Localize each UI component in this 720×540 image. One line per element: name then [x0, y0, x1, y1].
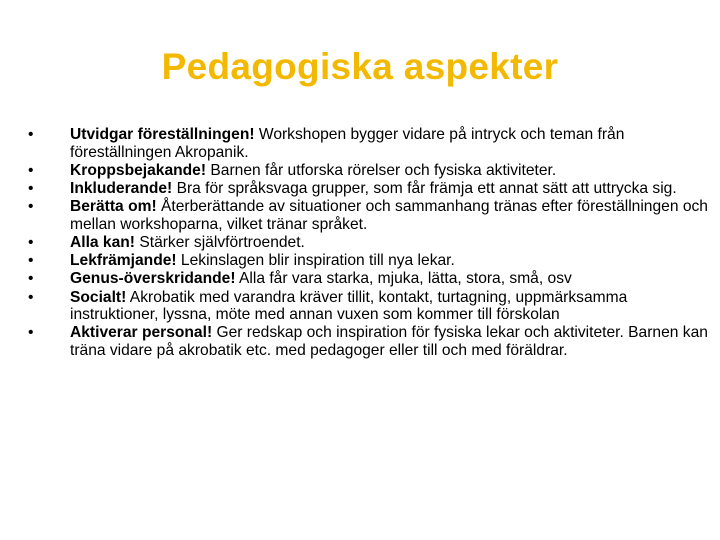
list-item [28, 252, 708, 270]
item-lead: Utvidgar föreställningen! [70, 126, 255, 143]
bullet-icon: • [28, 126, 34, 143]
item-text: Akrobatik med varandra kräver tillit, kontakt, turtagning, uppmärksamma instruktioner, lyssna, möte med annan vuxen som kommer till förskolan [70, 288, 628, 324]
item-lead: Berätta om! [70, 198, 157, 216]
list-item [28, 324, 708, 359]
item-text: Bra för språksvaga grupper, som får främja ett annat sätt att uttrycka sig. [172, 179, 677, 197]
bullet-icon: • [28, 161, 34, 179]
item-lead: Inkluderande! [70, 179, 173, 197]
item-text: Alla får vara starka, mjuka, lätta, stora, små, osv [235, 270, 572, 288]
item-lead: Aktiverar personal! [70, 324, 213, 342]
bullet-icon: • [28, 288, 34, 306]
list-item [28, 270, 708, 288]
item-text: Stärker självförtroendet. [135, 233, 305, 251]
bullet-icon: • [28, 270, 34, 288]
list-item [28, 289, 708, 324]
item-text: Ger redskap och inspiration för fysiska lekar och aktiviteter. Barnen kan träna vidare på akrobatik etc. med pedagoger eller till och med föräldrar. [70, 324, 708, 359]
bullet-icon: • [28, 252, 34, 270]
bullet-icon: • [28, 324, 34, 342]
slide-title: Pedagogiska aspekter [161, 46, 559, 87]
item-lead: Kroppsbejakande! [70, 161, 207, 179]
list-item [28, 180, 708, 198]
bullet-icon: • [28, 233, 34, 251]
list-item [28, 162, 708, 180]
item-text: Återberättande av situationer och sammanhang tränas efter föreställningen och mellan workshoparna, vilket tränar språket. [70, 198, 708, 233]
item-text: Lekinslagen blir inspiration till nya lekar. [176, 252, 455, 270]
bullet-list [28, 126, 708, 360]
list-item [28, 198, 708, 233]
item-lead: Genus-överskridande! [70, 270, 236, 288]
list-item [28, 126, 708, 161]
list-item [28, 234, 708, 252]
item-lead: Alla kan! [70, 233, 135, 251]
item-lead: Socialt! [70, 288, 127, 306]
item-text: Barnen får utforska rörelser och fysiska aktiviteter. [206, 161, 557, 179]
bullet-icon: • [28, 179, 34, 197]
item-text: Workshopen bygger vidare på intryck och teman från föreställningen Akropanik. [70, 126, 625, 161]
bullet-icon: • [28, 198, 34, 216]
item-lead: Lekfrämjande! [70, 252, 177, 270]
